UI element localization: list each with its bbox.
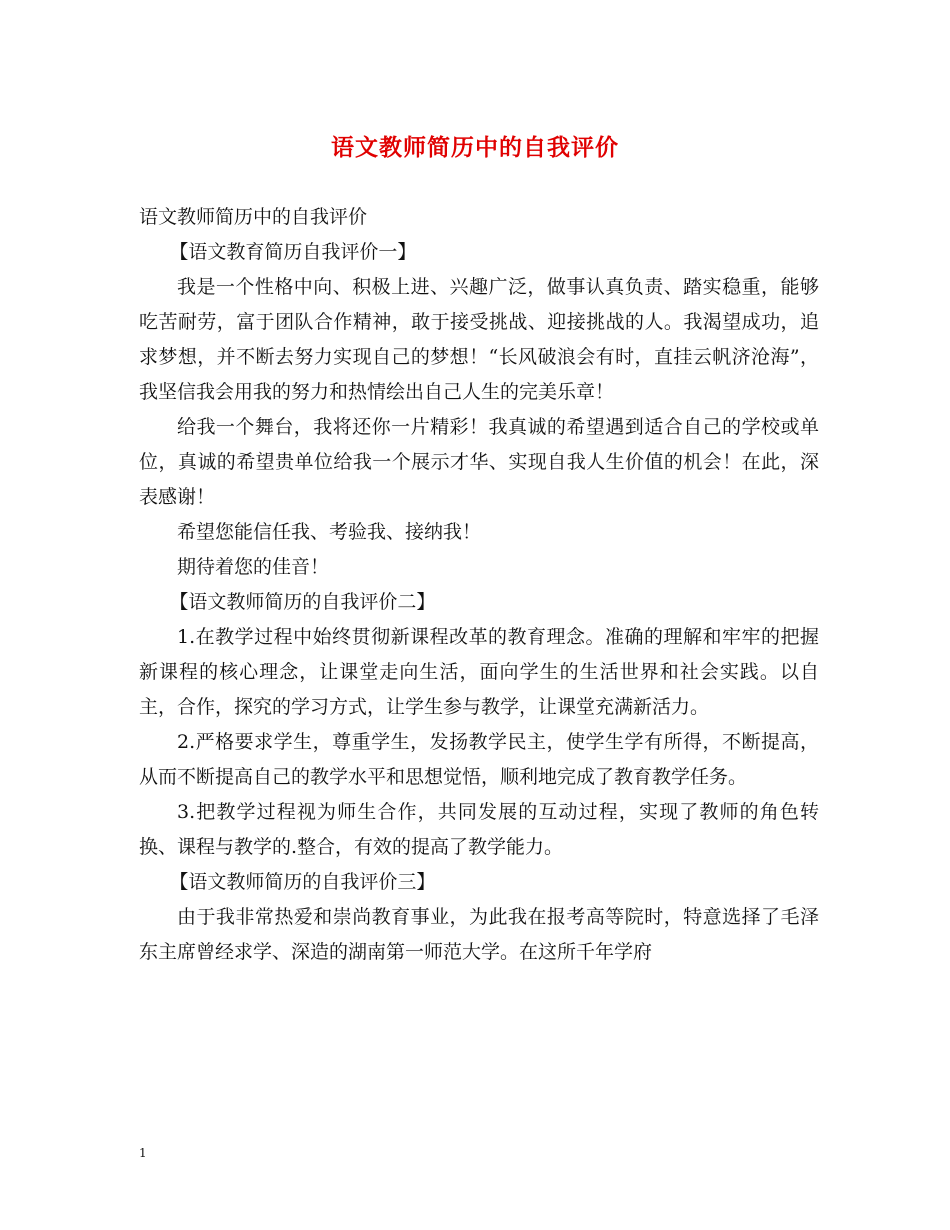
paragraph: 1.在教学过程中始终贯彻新课程改革的教育理念。准确的理解和牢牢的把握新课程的核心理念，让课堂走向生活，面向学生的生活世界和社会实践。以自主，合作，探究的学习方式，让学生参与教学，让课堂充满新活力。 <box>139 626 819 718</box>
section-heading-3: 【语文教师简历的自我评价三】 <box>169 871 436 893</box>
section-heading-2: 【语文教师简历的自我评价二】 <box>169 591 436 613</box>
page-number: 1 <box>139 1146 147 1160</box>
section-heading-1: 【语文教育简历自我评价一】 <box>169 241 417 263</box>
paragraph: 3.把教学过程视为师生合作，共同发展的互动过程，实现了教师的角色转换、课程与教学的.整合，有效的提高了教学能力。 <box>139 801 819 858</box>
document-body <box>139 200 819 970</box>
page-title: 语文教师简历中的自我评价 <box>331 134 619 161</box>
paragraph: 希望您能信任我、考验我、接纳我！ <box>177 521 482 543</box>
paragraph: 期待着您的佳音！ <box>177 556 330 578</box>
paragraph: 我是一个性格中向、积极上进、兴趣广泛，做事认真负责、踏实稳重，能够吃苦耐劳，富于团队合作精神，敢于接受挑战、迎接挑战的人。我渴望成功，追求梦想，并不断去努力实现自己的梦想！“长风破浪会有时，直挂云帆济沧海”，我坚信我会用我的努力和热情绘出自己人生的完美乐章！ <box>139 276 819 403</box>
subtitle-line: 语文教师简历中的自我评价 <box>139 206 368 228</box>
paragraph: 2.严格要求学生，尊重学生，发扬教学民主，使学生学有所得，不断提高，从而不断提高自己的教学水平和思想觉悟，顺利地完成了教育教学任务。 <box>139 731 819 788</box>
paragraph: 给我一个舞台，我将还你一片精彩！我真诚的希望遇到适合自己的学校或单位，真诚的希望贵单位给我一个展示才华、实现自我人生价值的机会！在此，深表感谢！ <box>139 416 819 508</box>
paragraph: 由于我非常热爱和崇尚教育事业，为此我在报考高等院时，特意选择了毛泽东主席曾经求学、深造的湖南第一师范大学。在这所千年学府 <box>139 906 819 963</box>
